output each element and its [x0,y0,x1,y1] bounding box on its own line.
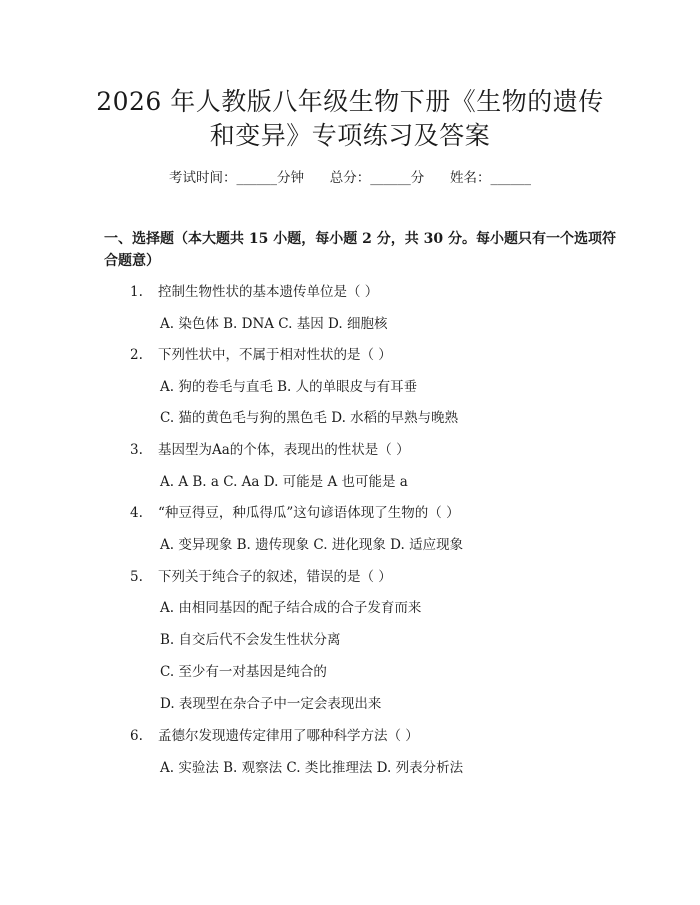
question-stem: 控制生物性状的基本遗传单位是（ ） [158,284,379,300]
question-stem: “种豆得豆，种瓜得瓜”这句谚语体现了生物的（ ） [158,505,460,521]
question-1-options: A. 染色体 B. DNA C. 基因 D. 细胞核 [160,316,388,332]
document-title-line-2: 和变异》专项练习及答案 [209,121,491,150]
question-6-options: A. 实验法 B. 观察法 C. 类比推理法 D. 列表分析法 [160,760,464,776]
question-2-options-row-2: C. 猫的黄色毛与狗的黑色毛 D. 水稻的早熟与晚熟 [160,410,459,426]
question-number: 1. [130,284,143,300]
question-number: 3. [130,442,143,458]
question-5 [130,567,392,587]
question-5-option-c: C. 至少有一对基因是纯合的 [160,664,327,680]
document-title-line-1: 2026 年人教版八年级生物下册《生物的遗传 [96,87,604,116]
question-number: 6. [130,728,143,744]
question-3-options: A. A B. a C. Aa D. 可能是 A 也可能是 a [160,474,408,490]
question-number: 2. [130,347,143,363]
question-number: 4. [130,505,143,521]
question-stem: 孟德尔发现遗传定律用了哪种科学方法（ ） [158,728,419,744]
question-1 [130,282,378,302]
question-stem: 基因型为Aa的个体，表现出的性状是（ ） [158,442,410,458]
question-stem: 下列性状中，不属于相对性状的是（ ） [158,347,392,363]
question-5-option-d: D. 表现型在杂合子中一定会表现出来 [160,696,382,712]
exam-meta-line: 考试时间：______分钟 总分：______分 姓名：______ [169,170,531,186]
question-5-option-b: B. 自交后代不会发生性状分离 [160,632,341,648]
question-6 [130,726,419,746]
question-4 [130,503,460,523]
section-heading: 一、选择题（本大题共 15 小题，每小题 2 分，共 30 分。每小题只有一个选项符合题意） [104,231,616,269]
question-5-option-a: A. 由相同基因的配子结合成的合子发育而来 [160,600,422,616]
question-2-options-row-1: A. 狗的卷毛与直毛 B. 人的单眼皮与有耳垂 [160,379,418,395]
question-stem: 下列关于纯合子的叙述，错误的是（ ） [158,569,392,585]
question-4-options: A. 变异现象 B. 遗传现象 C. 进化现象 D. 适应现象 [160,537,464,553]
question-2 [130,345,392,365]
question-3 [130,440,410,460]
question-number: 5. [130,569,143,585]
